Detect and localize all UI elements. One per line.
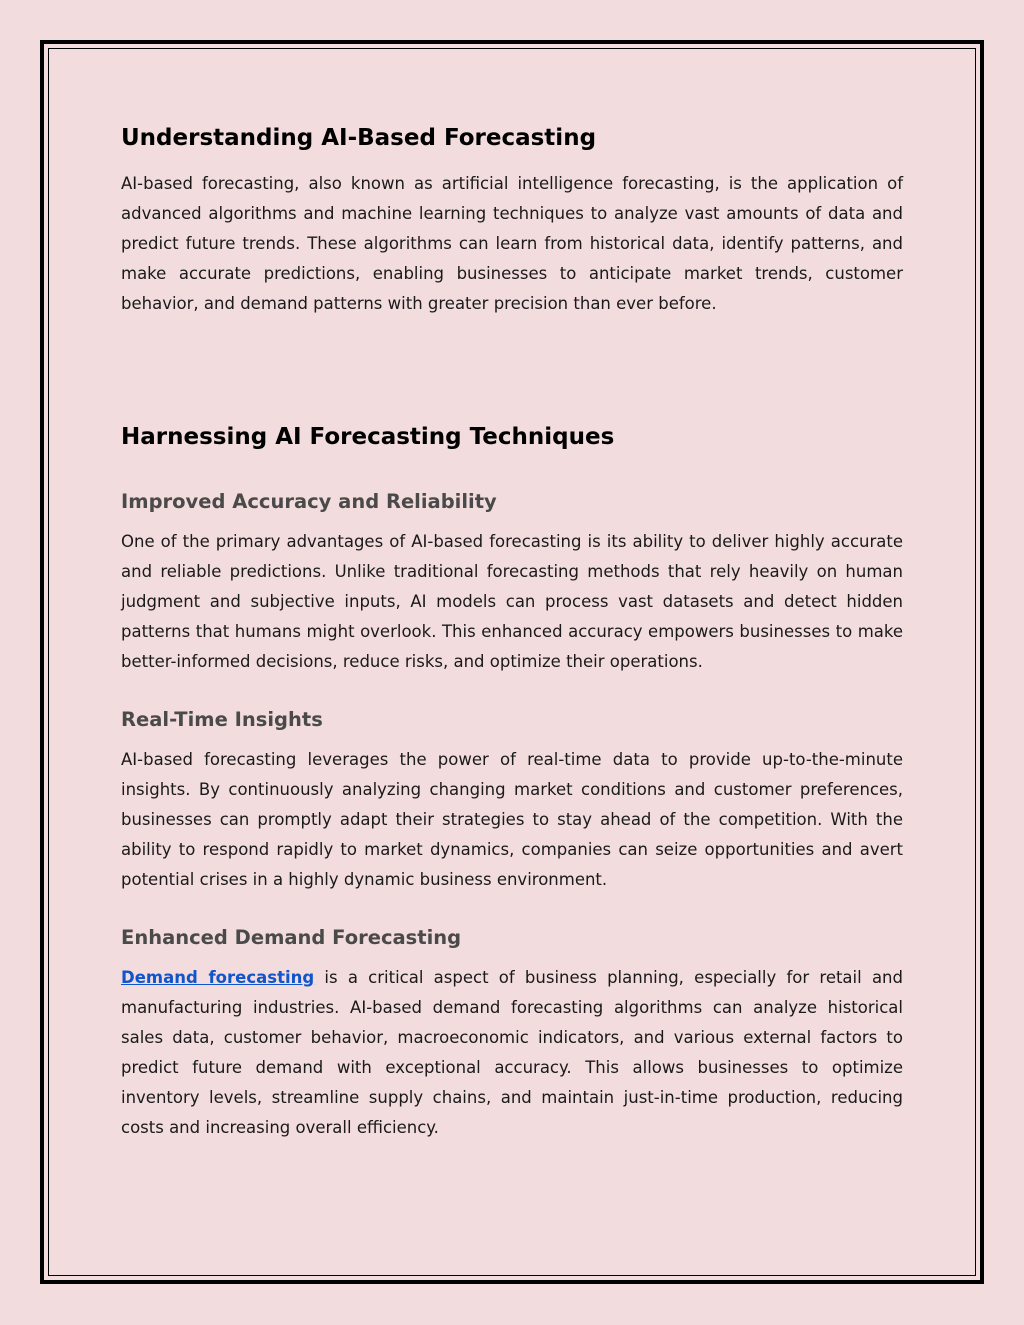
- paragraph-demand: [121, 963, 903, 1142]
- paragraph-realtime: AI-based forecasting leverages the power of real-time data to provide up-to-the-minute insights. By continuously analyzing changing market conditions and customer preferences, businesses can promptly adapt their strategies to stay ahead of the competition. With the ability to respond rapidly to market dynamics, companies can seize opportunities and avert potential crises in a highly dynamic business environment.: [121, 750, 903, 889]
- heading-understanding: Understanding AI-Based Forecasting: [121, 125, 597, 151]
- heading-realtime: Real-Time Insights: [121, 708, 323, 731]
- heading-accuracy: Improved Accuracy and Reliability: [121, 490, 497, 513]
- paragraph-accuracy: One of the primary advantages of AI-based forecasting is its ability to deliver highly accurate and reliable predictions. Unlike traditional forecasting methods that rely heavily on human judgment and subjective inputs, AI models can process vast datasets and detect hidden patterns that humans might overlook. This enhanced accuracy empowers businesses to make better-informed decisions, reduce risks, and optimize their operations.: [121, 532, 903, 671]
- paragraph-understanding: AI-based forecasting, also known as artificial intelligence forecasting, is the application of advanced algorithms and machine learning techniques to analyze vast amounts of data and predict future trends. These algorithms can learn from historical data, identify patterns, and make accurate predictions, enabling businesses to anticipate market trends, customer behavior, and demand patterns with greater precision than ever before.: [121, 174, 903, 313]
- heading-harnessing: Harnessing AI Forecasting Techniques: [121, 424, 615, 450]
- paragraph-demand-text: is a critical aspect of business planning, especially for retail and manufacturing industries. AI-based demand forecasting algorithms can analyze historical sales data, customer behavior, macroeconomic indicators, and various external factors to predict future demand with exceptional accuracy. This allows businesses to optimize inventory levels, streamline supply chains, and maintain just-in-time production, reducing costs and increasing overall efficiency.: [121, 968, 903, 1137]
- heading-demand: Enhanced Demand Forecasting: [121, 926, 462, 949]
- demand-forecasting-link[interactable]: Demand forecasting: [121, 968, 315, 987]
